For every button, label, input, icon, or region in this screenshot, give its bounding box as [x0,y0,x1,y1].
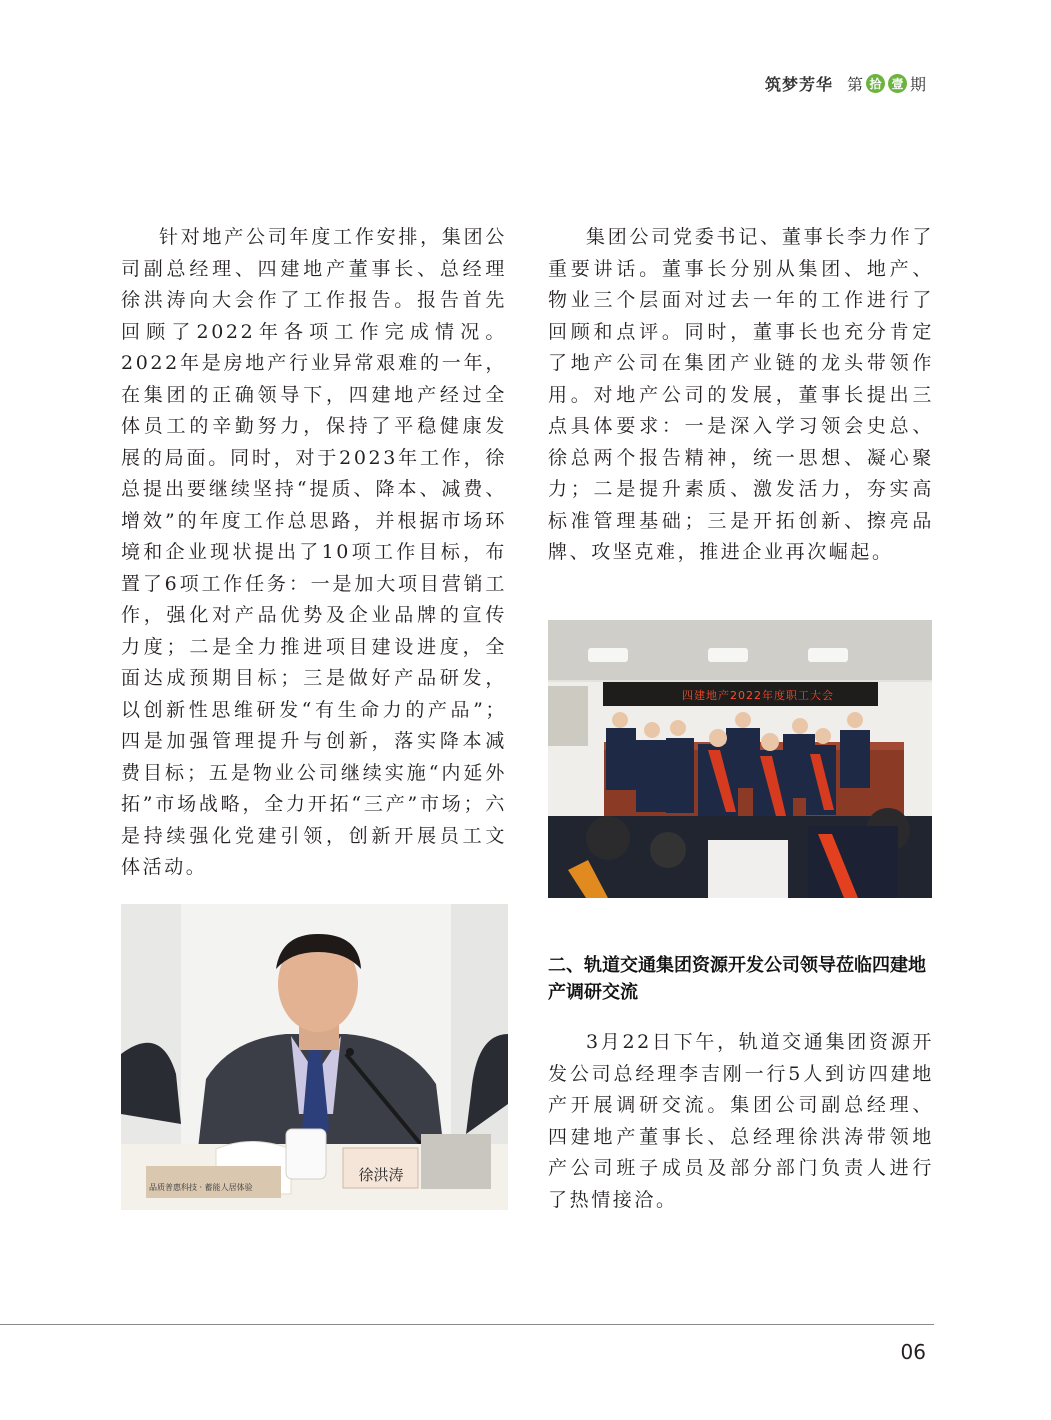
section2-column [548,1027,934,1216]
meeting-photo-illustration [548,620,932,898]
meeting-banner: 四建地产2022年度职工大会 [682,689,834,702]
issue-label [847,72,926,95]
right-column [548,222,934,569]
issue-number-2: 壹 [888,74,907,93]
section2-paragraph: 3月22日下午，轨道交通集团资源开发公司总经理李吉刚一行5人到访四建地产开展调研交流。集团公司副总经理、四建地产董事长、总经理徐洪涛带领地产公司班子成员及部分部门负责人进行了热情接洽。 [548,1031,934,1211]
right-paragraph: 集团公司党委书记、董事长李力作了重要讲话。董事长分别从集团、地产、物业三个层面对过去一年的工作进行了回顾和点评。同时，董事长也充分肯定了地产公司在集团产业链的龙头带领作用。对地产公司的发展，董事长提出三点具体要求：一是深入学习领会史总、徐总两个报告精神，统一思想、凝心聚力；二是提升素质、激发活力，夯实高标准管理基础；三是开拓创新、擦亮品牌、攻坚克难，推进企业再次崛起。 [548,226,934,563]
speaker-photo [121,904,508,1210]
speaker-photo-illustration [121,904,508,1210]
tissue-box-text: 品质普惠科技 · 蓄能人居体验 [149,1183,253,1192]
footer-divider [0,1324,934,1325]
left-paragraph: 针对地产公司年度工作安排，集团公司副总经理、四建地产董事长、总经理徐洪涛向大会作了工作报告。报告首先回顾了2022年各项工作完成情况。2022年是房地产行业异常艰难的一年，在集团的正确领导下，四建地产经过全体员工的辛勤努力，保持了平稳健康发展的局面。同时，对于2023年工作，徐总提出要继续坚持“提质、降本、减费、增效”的年度工作总思路，并根据市场环境和企业现状提出了10项工作目标，布置了6项工作任务：一是加大项目营销工作，强化对产品优势及企业品牌的宣传力度；二是全力推进项目建设进度，全面达成预期目标；三是做好产品研发，以创新性思维研发“有生命力的产品”；四是加强管理提升与创新，落实降本减费目标；五是物业公司继续实施“内延外拓”市场战略，全力开拓“三产”市场；六是持续强化党建引领，创新开展员工文体活动。 [121,226,507,878]
issue-prefix: 第 [846,75,863,94]
page-number: 06 [900,1340,926,1364]
nameplate: 徐洪涛 [358,1166,404,1184]
issue-suffix: 期 [909,75,926,94]
section-heading: 二、轨道交通集团资源开发公司领导莅临四建地产调研交流 [548,955,926,1003]
meeting-award-photo [548,620,932,898]
page-header [765,72,926,95]
magazine-title: 筑梦芳华 [764,75,833,94]
issue-number-1: 拾 [866,74,885,93]
left-column [121,222,507,884]
